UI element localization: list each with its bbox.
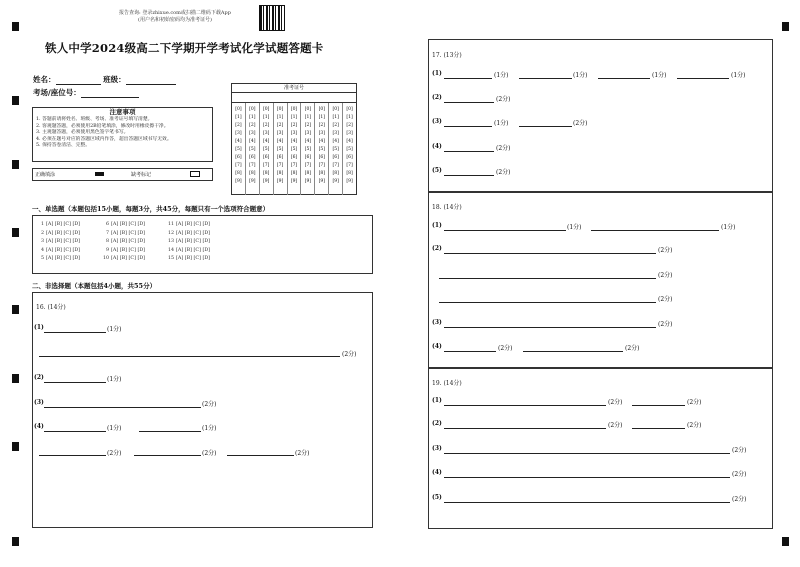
- mc-question-row[interactable]: [38, 238, 80, 247]
- admission-bubble[interactable]: [6]: [249, 155, 256, 160]
- q16-1b-blank[interactable]: [39, 356, 340, 357]
- mc-question-row[interactable]: [103, 238, 145, 247]
- mc-question-row[interactable]: [38, 230, 80, 239]
- mc-question-number: 6: [105, 222, 109, 227]
- q17-5-points: (2分): [496, 169, 511, 176]
- admission-bubble[interactable]: [8]: [346, 171, 353, 176]
- q19-part3-label: (3): [432, 445, 442, 452]
- notes-list: [33, 117, 212, 150]
- admission-bubble[interactable]: [0]: [346, 107, 353, 112]
- mc-question-number: 2: [40, 230, 44, 236]
- admission-bubble[interactable]: [3]: [332, 131, 339, 136]
- class-field[interactable]: [126, 76, 176, 85]
- admission-column: [232, 103, 246, 195]
- admission-write-row[interactable]: [232, 93, 356, 103]
- admission-bubble[interactable]: [1]: [318, 115, 325, 120]
- admission-bubble[interactable]: [9]: [276, 179, 284, 184]
- q18-4a-blank[interactable]: [444, 351, 496, 352]
- name-field[interactable]: [56, 76, 101, 85]
- admission-bubble[interactable]: [5]: [249, 147, 256, 152]
- admission-bubble[interactable]: [8]: [249, 171, 256, 176]
- q18-1b-blank[interactable]: [591, 230, 719, 231]
- mc-question-number: 10: [103, 256, 110, 262]
- q16-2-blank[interactable]: [44, 382, 106, 383]
- q17-part5-label: (5): [432, 167, 442, 174]
- q19-part1-label: (1): [432, 397, 442, 404]
- admission-bubble[interactable]: [4]: [276, 139, 284, 144]
- admission-bubble[interactable]: [6]: [346, 155, 353, 160]
- correct-fill-sample: [95, 172, 104, 176]
- admission-bubble[interactable]: [4]: [318, 139, 325, 144]
- admission-bubble[interactable]: [0]: [290, 107, 298, 112]
- mc-question-number: 8: [105, 239, 109, 245]
- part1-answer-box: [32, 215, 373, 274]
- admission-bubble[interactable]: [7]: [290, 163, 298, 168]
- admission-bubble[interactable]: [2]: [304, 123, 312, 128]
- admission-bubble[interactable]: [3]: [276, 131, 284, 136]
- absent-mark-label: 缺考标记: [131, 172, 152, 178]
- room-row: [33, 87, 139, 98]
- q17-3b-points: (2分): [573, 120, 588, 127]
- admission-bubble[interactable]: [0]: [263, 107, 270, 112]
- q19-2a-blank[interactable]: [444, 428, 606, 429]
- q17-3a-points: (1分): [494, 120, 509, 127]
- page-title: 铁人中学2024级高二下学期开学考试化学试题答题卡: [45, 41, 324, 55]
- admission-bubble[interactable]: [1]: [263, 115, 270, 120]
- admission-bubble[interactable]: [0]: [235, 107, 242, 112]
- admission-bubble[interactable]: [6]: [263, 155, 270, 160]
- admission-bubble[interactable]: [5]: [304, 147, 312, 152]
- mc-question-row[interactable]: [168, 238, 210, 247]
- q17-1c-blank[interactable]: [598, 78, 650, 79]
- q18-2b-blank[interactable]: [439, 278, 656, 279]
- admission-bubble[interactable]: [6]: [318, 155, 325, 160]
- admission-bubble[interactable]: [2]: [263, 123, 270, 128]
- q19-3-points: (2分): [732, 447, 747, 454]
- admission-bubble-grid: [232, 103, 356, 195]
- q17-part2-label: (2): [432, 94, 442, 101]
- registration-mark-bottom-left: [12, 537, 19, 546]
- q17-box: [428, 39, 773, 193]
- admission-bubble[interactable]: [0]: [318, 107, 325, 112]
- admission-bubble[interactable]: [4]: [290, 139, 298, 144]
- room-field[interactable]: [81, 89, 139, 98]
- q18-title: 18. (14分): [432, 204, 462, 211]
- fill-sample-box: [32, 168, 213, 181]
- admission-bubble[interactable]: [3]: [263, 131, 270, 136]
- q18-1b-points: (1分): [721, 224, 736, 231]
- q18-2a-points: (2分): [658, 247, 673, 254]
- mc-options[interactable]: [A] [B] [C] [D]: [46, 256, 81, 262]
- mc-options[interactable]: [A] [B] [C] [D]: [46, 239, 81, 245]
- q19-part5-label: (5): [432, 494, 442, 501]
- report-notice-line1: 报告查询: 登录zhixue.com或扫描二维码下载App: [119, 10, 231, 16]
- registration-mark-left-4: [12, 305, 19, 314]
- q16-4b-blank[interactable]: [139, 431, 201, 432]
- admission-bubble[interactable]: [3]: [235, 131, 242, 136]
- q17-title: 17. (13分): [432, 52, 462, 59]
- admission-bubble[interactable]: [7]: [263, 163, 270, 168]
- q16-3-blank[interactable]: [44, 407, 201, 408]
- mc-question-number: 1: [40, 222, 44, 227]
- admission-bubble[interactable]: [2]: [346, 123, 353, 128]
- admission-bubble[interactable]: [8]: [263, 171, 270, 176]
- admission-bubble[interactable]: [2]: [249, 123, 256, 128]
- admission-bubble[interactable]: [2]: [235, 123, 242, 128]
- q18-1a-blank[interactable]: [444, 230, 566, 231]
- mc-question-number: 12: [168, 230, 175, 236]
- mc-question-row[interactable]: [168, 255, 210, 264]
- mc-question-number: 5: [40, 256, 44, 262]
- q18-4b-blank[interactable]: [523, 351, 623, 352]
- admission-bubble[interactable]: [6]: [235, 155, 242, 160]
- mc-options[interactable]: [A] [B] [C] [D]: [176, 256, 211, 262]
- q16-4e-points: (2分): [295, 450, 310, 457]
- admission-bubble[interactable]: [7]: [304, 163, 312, 168]
- admission-bubble[interactable]: [7]: [235, 163, 242, 168]
- admission-column: [274, 103, 288, 195]
- q19-4-blank[interactable]: [444, 477, 730, 478]
- q17-1d-points: (1分): [731, 72, 746, 79]
- notes-item: 5. 保持答卷清洁、完整。: [36, 143, 91, 149]
- admission-bubble[interactable]: [1]: [235, 115, 242, 120]
- mc-options[interactable]: [A] [B] [C] [D]: [111, 256, 146, 262]
- admission-bubble[interactable]: [8]: [290, 171, 298, 176]
- q18-part3-label: (3): [432, 319, 442, 326]
- registration-mark-left-2: [12, 160, 19, 169]
- part1-heading: 一、单选题（本题包括15小题，每题3分，共45分，每题只有一个选项符合题意）: [32, 205, 270, 213]
- admission-bubble[interactable]: [4]: [332, 139, 339, 144]
- q19-4-points: (2分): [732, 471, 747, 478]
- admission-bubble[interactable]: [7]: [346, 163, 353, 168]
- mc-question-row[interactable]: [168, 247, 210, 256]
- q18-part4-label: (4): [432, 343, 442, 350]
- q16-4c-points: (2分): [107, 450, 122, 457]
- q17-1a-points: (1分): [494, 72, 509, 79]
- admission-bubble[interactable]: [0]: [304, 107, 312, 112]
- admission-bubble[interactable]: [3]: [346, 131, 353, 136]
- absent-mark-box[interactable]: [190, 171, 200, 177]
- admission-bubble[interactable]: [9]: [290, 179, 298, 184]
- q18-part2-label: (2): [432, 245, 442, 252]
- q16-4c-blank[interactable]: [39, 455, 106, 456]
- mc-options[interactable]: [A] [B] [C] [D]: [111, 222, 146, 227]
- mc-question-number: 9: [105, 247, 109, 253]
- mc-question-row[interactable]: [103, 255, 145, 264]
- q18-2a-blank[interactable]: [444, 253, 656, 254]
- q19-3-blank[interactable]: [444, 453, 730, 454]
- admission-bubble[interactable]: [8]: [318, 171, 325, 176]
- admission-bubble[interactable]: [8]: [332, 171, 339, 176]
- admission-bubble[interactable]: [9]: [346, 179, 353, 184]
- admission-bubble[interactable]: [1]: [346, 115, 353, 120]
- q16-4e-blank[interactable]: [227, 455, 294, 456]
- admission-bubble[interactable]: [5]: [346, 147, 353, 152]
- q16-part4-label: (4): [34, 423, 44, 430]
- admission-bubble[interactable]: [8]: [276, 171, 284, 176]
- q17-5-blank[interactable]: [444, 175, 494, 176]
- registration-mark-left-3: [12, 228, 19, 237]
- q17-1a-blank[interactable]: [444, 78, 492, 79]
- admission-column: [315, 103, 329, 195]
- q17-2-blank[interactable]: [444, 102, 494, 103]
- admission-bubble[interactable]: [5]: [318, 147, 325, 152]
- admission-bubble[interactable]: [4]: [235, 139, 242, 144]
- notes-item: 2. 客观题答题，必须使用2B铅笔填涂，修改时用橡皮擦干净。: [36, 123, 169, 129]
- mc-options[interactable]: [A] [B] [C] [D]: [46, 230, 81, 236]
- admission-column: [301, 103, 315, 195]
- q18-2b-points: (2分): [658, 272, 673, 279]
- q19-5-points: (2分): [732, 496, 747, 503]
- admission-bubble[interactable]: [4]: [249, 139, 256, 144]
- q17-1b-blank[interactable]: [519, 78, 572, 79]
- mc-question-number: 7: [105, 230, 109, 236]
- admission-bubble[interactable]: [5]: [235, 147, 242, 152]
- admission-bubble[interactable]: [5]: [263, 147, 270, 152]
- mc-options[interactable]: [A] [B] [C] [D]: [176, 222, 211, 227]
- admission-bubble[interactable]: [5]: [332, 147, 339, 152]
- mc-question-number: 11: [168, 222, 175, 227]
- admission-column: [288, 103, 302, 195]
- mc-question-number: 13: [168, 239, 175, 245]
- mc-question-number: 4: [40, 247, 44, 253]
- q18-part1-label: (1): [432, 222, 442, 229]
- q19-1a-points: (2分): [608, 399, 623, 406]
- admission-bubble[interactable]: [9]: [263, 179, 270, 184]
- q19-box: [428, 367, 773, 529]
- admission-bubble[interactable]: [1]: [290, 115, 298, 120]
- admission-bubble[interactable]: [3]: [290, 131, 298, 136]
- part2-heading: 二、非选择题（本题包括4小题，共55分）: [32, 282, 157, 290]
- admission-bubble[interactable]: [3]: [304, 131, 312, 136]
- admission-bubble[interactable]: [9]: [304, 179, 312, 184]
- admission-bubble[interactable]: [2]: [332, 123, 339, 128]
- registration-mark-left-5: [12, 374, 19, 383]
- registration-mark-left-1: [12, 96, 19, 105]
- admission-column: [246, 103, 260, 195]
- notes-title: 注意事项: [109, 108, 136, 116]
- q16-4d-blank[interactable]: [134, 455, 201, 456]
- admission-bubble[interactable]: [3]: [249, 131, 256, 136]
- q16-part2-label: (2): [34, 374, 44, 381]
- report-notice: [100, 10, 250, 24]
- q17-1c-points: (1分): [652, 72, 667, 79]
- q18-2c-blank[interactable]: [439, 302, 656, 303]
- notes-item: 1. 答题前请将姓名、班级、考场、准考证号填写清楚。: [36, 117, 153, 122]
- name-row: [33, 74, 176, 85]
- admission-bubble[interactable]: [1]: [249, 115, 256, 120]
- q18-box: [428, 191, 773, 369]
- admission-bubble[interactable]: [5]: [276, 147, 284, 152]
- admission-column: [329, 103, 343, 195]
- q19-part2-label: (2): [432, 420, 442, 427]
- admission-bubble[interactable]: [9]: [249, 179, 256, 184]
- registration-mark-top-left: [12, 22, 19, 31]
- admission-bubble[interactable]: [6]: [276, 155, 284, 160]
- notes-item: 4. 必须在题号对应的答题区域内作答，超出答题区域书写无效。: [36, 136, 172, 142]
- q16-1-blank[interactable]: [44, 332, 106, 333]
- admission-bubble[interactable]: [9]: [235, 179, 242, 184]
- mc-question-number: 15: [168, 256, 175, 262]
- admission-column: [260, 103, 274, 195]
- q16-4b-points: (1分): [202, 425, 217, 432]
- q16-1b-points: (2分): [342, 351, 357, 358]
- q17-part3-label: (3): [432, 118, 442, 125]
- q18-1a-points: (1分): [567, 224, 582, 231]
- notes-box: [32, 107, 213, 162]
- q17-4-points: (2分): [496, 145, 511, 152]
- qr-code: [259, 5, 285, 31]
- correct-fill-label: 正确填涂: [35, 172, 56, 178]
- q16-4a-blank[interactable]: [44, 431, 106, 432]
- admission-bubble[interactable]: [8]: [235, 171, 242, 176]
- q19-1a-blank[interactable]: [444, 405, 606, 406]
- admission-bubble[interactable]: [9]: [332, 179, 339, 184]
- q18-3-points: (2分): [658, 321, 673, 328]
- registration-mark-left-6: [12, 442, 19, 451]
- q19-2a-points: (2分): [608, 422, 623, 429]
- q17-part4-label: (4): [432, 143, 442, 150]
- admission-bubble[interactable]: [7]: [249, 163, 256, 168]
- registration-mark-top-right: [782, 22, 789, 31]
- q18-3-blank[interactable]: [444, 327, 656, 328]
- q17-2-points: (2分): [496, 96, 511, 103]
- q18-4a-points: (2分): [498, 345, 513, 352]
- admission-bubble[interactable]: [4]: [263, 139, 270, 144]
- q19-1b-blank[interactable]: [632, 405, 685, 406]
- q16-box: [32, 292, 373, 528]
- q17-1d-blank[interactable]: [677, 78, 729, 79]
- admission-bubble[interactable]: [3]: [318, 131, 325, 136]
- q19-2b-points: (2分): [687, 422, 702, 429]
- admission-number-box: [231, 83, 357, 195]
- mc-options[interactable]: [A] [B] [C] [D]: [111, 247, 146, 253]
- registration-mark-bottom-right: [782, 537, 789, 546]
- admission-bubble[interactable]: [5]: [290, 147, 298, 152]
- q16-1-points: (1分): [107, 326, 122, 333]
- mc-question-row[interactable]: [103, 247, 145, 256]
- admission-bubble[interactable]: [6]: [290, 155, 298, 160]
- q17-part1-label: (1): [432, 70, 442, 77]
- admission-bubble[interactable]: [6]: [332, 155, 339, 160]
- mc-options[interactable]: [A] [B] [C] [D]: [46, 222, 81, 227]
- admission-bubble[interactable]: [2]: [276, 123, 284, 128]
- admission-column: [343, 103, 356, 195]
- q17-3a-blank[interactable]: [444, 126, 492, 127]
- admission-bubble[interactable]: [7]: [276, 163, 284, 168]
- admission-bubble[interactable]: [2]: [290, 123, 298, 128]
- mc-question-row[interactable]: [38, 221, 80, 230]
- admission-bubble[interactable]: [8]: [304, 171, 312, 176]
- q17-4-blank[interactable]: [444, 151, 494, 152]
- mc-question-number: 14: [168, 247, 175, 253]
- mc-question-row[interactable]: [103, 230, 145, 239]
- q18-4b-points: (2分): [625, 345, 640, 352]
- q16-3-points: (2分): [202, 401, 217, 408]
- mc-options[interactable]: [A] [B] [C] [D]: [176, 239, 211, 245]
- mc-question-row[interactable]: [168, 221, 210, 230]
- q17-1b-points: (1分): [573, 72, 588, 79]
- room-label: 考场/座位号：: [33, 88, 81, 97]
- mc-question-number: 3: [40, 239, 44, 245]
- admission-bubble[interactable]: [7]: [332, 163, 339, 168]
- admission-bubble[interactable]: [6]: [304, 155, 312, 160]
- name-label: 姓名：: [33, 75, 56, 84]
- admission-bubble[interactable]: [4]: [304, 139, 312, 144]
- admission-bubble[interactable]: [2]: [318, 123, 325, 128]
- q16-title: 16. (14分): [36, 304, 66, 311]
- q16-2-points: (1分): [107, 376, 122, 383]
- q19-title: 19. (14分): [432, 380, 462, 387]
- mc-options[interactable]: [A] [B] [C] [D]: [111, 239, 146, 245]
- admission-bubble[interactable]: [9]: [318, 179, 325, 184]
- admission-bubble[interactable]: [1]: [332, 115, 339, 120]
- admission-bubble[interactable]: [0]: [276, 107, 284, 112]
- q19-2b-blank[interactable]: [632, 428, 685, 429]
- q17-3b-blank[interactable]: [519, 126, 572, 127]
- admission-bubble[interactable]: [7]: [318, 163, 325, 168]
- q19-part4-label: (4): [432, 469, 442, 476]
- q16-part1-label: (1): [34, 324, 44, 331]
- mc-options[interactable]: [A] [B] [C] [D]: [111, 230, 146, 236]
- admission-bubble[interactable]: [1]: [276, 115, 284, 120]
- mc-question-row[interactable]: [103, 221, 145, 230]
- q19-1b-points: (2分): [687, 399, 702, 406]
- notes-item: 3. 主观题答题，必须使用黑色签字笔书写。: [36, 130, 129, 136]
- class-label: 班级：: [103, 75, 126, 84]
- admission-bubble[interactable]: [0]: [249, 107, 256, 112]
- mc-question-row[interactable]: [38, 247, 80, 256]
- q19-5-blank[interactable]: [444, 502, 730, 503]
- report-notice-line2: (用户名和初始密码均为准考证号): [138, 17, 212, 23]
- mc-question-row[interactable]: [168, 230, 210, 239]
- admission-bubble[interactable]: [1]: [304, 115, 312, 120]
- q16-4a-points: (1分): [107, 425, 122, 432]
- admission-number-label: 准考证号: [232, 84, 356, 93]
- q18-2c-points: (2分): [658, 296, 673, 303]
- admission-bubble[interactable]: [4]: [346, 139, 353, 144]
- q16-part3-label: (3): [34, 399, 44, 406]
- q16-4d-points: (2分): [202, 450, 217, 457]
- mc-options[interactable]: [A] [B] [C] [D]: [176, 247, 211, 253]
- mc-question-row[interactable]: [38, 255, 80, 264]
- mc-options[interactable]: [A] [B] [C] [D]: [176, 230, 211, 236]
- mc-options[interactable]: [A] [B] [C] [D]: [46, 247, 81, 253]
- admission-bubble[interactable]: [0]: [332, 107, 339, 112]
